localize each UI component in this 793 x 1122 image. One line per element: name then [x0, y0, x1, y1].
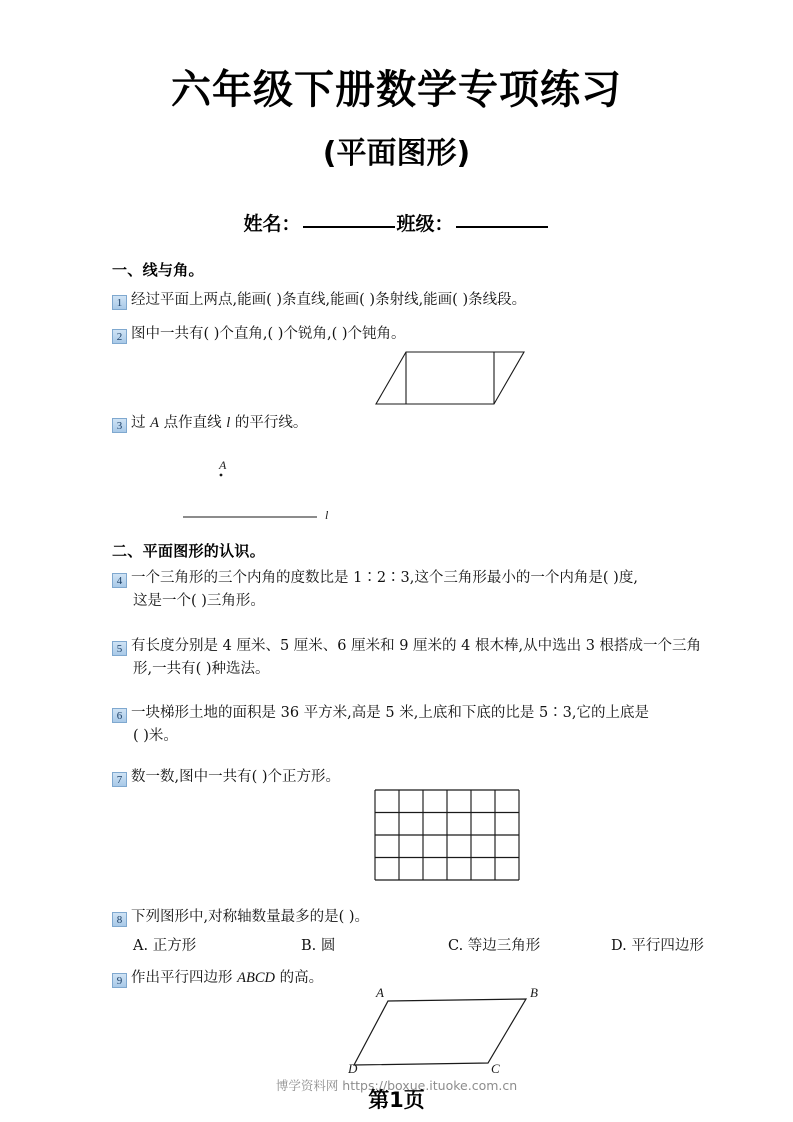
- vertex-label-d: D: [348, 1061, 358, 1075]
- question-6: [112, 703, 784, 723]
- question-6-text: 一块梯形土地的面积是 36 平方米,高是 5 米,上底和下底的比是 5∶3,它的上底是: [131, 705, 649, 721]
- class-label: 班级：: [396, 213, 454, 235]
- question-number-badge: 9: [112, 973, 127, 988]
- question-4-text: 一个三角形的三个内角的度数比是 1∶2∶3,这个三角形最小的一个内角是( )度,: [131, 570, 638, 586]
- page-number: 第1页: [368, 1088, 425, 1112]
- choice-d[interactable]: D. 平行四边形: [611, 938, 704, 954]
- question-number-badge: 6: [112, 708, 127, 723]
- question-1: [112, 290, 772, 310]
- question-3-point-a: A: [150, 415, 159, 431]
- name-input-blank[interactable]: [303, 225, 395, 228]
- question-3-text-mid: 点作直线: [158, 415, 227, 431]
- figure-square-grid: [374, 789, 522, 890]
- page-title: 六年级下册数学专项练习: [171, 67, 622, 113]
- question-7: [112, 767, 712, 787]
- site-watermark: 博学资料网 https://boxue.ituoke.com.cn: [275, 1078, 518, 1093]
- question-6-line2: ( )米。: [133, 728, 178, 744]
- vertex-label-a: A: [376, 985, 384, 1000]
- question-number-badge: 1: [112, 295, 127, 310]
- name-label: 姓名：: [243, 213, 301, 235]
- figure-parallelogram-with-rectangle: [372, 348, 532, 415]
- question-9-text-post: 的高。: [274, 970, 324, 986]
- square-grid-svg: [374, 789, 522, 885]
- question-3-line-l: l: [226, 415, 231, 431]
- question-8-text: 下列图形中,对称轴数量最多的是( )。: [131, 909, 370, 925]
- question-2-text: 图中一共有( )个直角,( )个锐角,( )个钝角。: [131, 326, 406, 342]
- question-3: [112, 413, 612, 433]
- question-number-badge: 7: [112, 772, 127, 787]
- section-heading-2: 二、平面图形的认识。: [112, 542, 266, 560]
- question-number-badge: 4: [112, 573, 127, 588]
- point-a-label: A: [219, 458, 227, 472]
- figure-parallelogram-abcd: [348, 985, 558, 1080]
- parallelogram-abcd-svg: [348, 985, 558, 1075]
- question-7-text: 数一数,图中一共有( )个正方形。: [131, 769, 341, 785]
- question-1-text: 经过平面上两点,能画( )条直线,能画( )条射线,能画( )条线段。: [131, 292, 527, 308]
- choice-c[interactable]: C. 等边三角形: [448, 938, 541, 954]
- point-a-dot: [220, 474, 223, 477]
- class-input-blank[interactable]: [456, 225, 548, 228]
- question-5-line2: 形,一共有( )种选法。: [133, 661, 270, 677]
- question-4: [112, 568, 784, 588]
- question-8-choices: [133, 934, 773, 958]
- vertex-label-b: B: [530, 985, 538, 1000]
- question-number-badge: 5: [112, 641, 127, 656]
- parallelogram-rectangle-svg: [372, 348, 532, 410]
- question-3-text-pre: 过: [131, 415, 151, 431]
- question-4-line2: 这是一个( )三角形。: [133, 593, 265, 609]
- question-8: [112, 907, 712, 927]
- question-2: [112, 324, 772, 344]
- figure-point-and-line: [175, 455, 375, 530]
- question-5: [112, 636, 784, 656]
- section-heading-1: 一、线与角。: [112, 261, 204, 279]
- question-5-text: 有长度分别是 4 厘米、5 厘米、6 厘米和 9 厘米的 4 根木棒,从中选出 3 根搭成一个三角: [131, 638, 702, 654]
- question-9-text-pre: 作出平行四边形: [131, 970, 238, 986]
- question-number-badge: 3: [112, 418, 127, 433]
- line-l-label: l: [325, 508, 329, 522]
- choice-b[interactable]: B. 圆: [301, 938, 336, 954]
- question-number-badge: 2: [112, 329, 127, 344]
- student-identity-row: [0, 209, 793, 236]
- question-3-text-post: 的平行线。: [230, 415, 308, 431]
- choice-a[interactable]: A. 正方形: [133, 938, 197, 954]
- page-subtitle: (平面图形): [322, 136, 471, 171]
- question-9-abcd: ABCD: [237, 970, 275, 986]
- question-number-badge: 8: [112, 912, 127, 927]
- vertex-label-c: C: [491, 1061, 500, 1075]
- point-line-svg: [175, 455, 375, 525]
